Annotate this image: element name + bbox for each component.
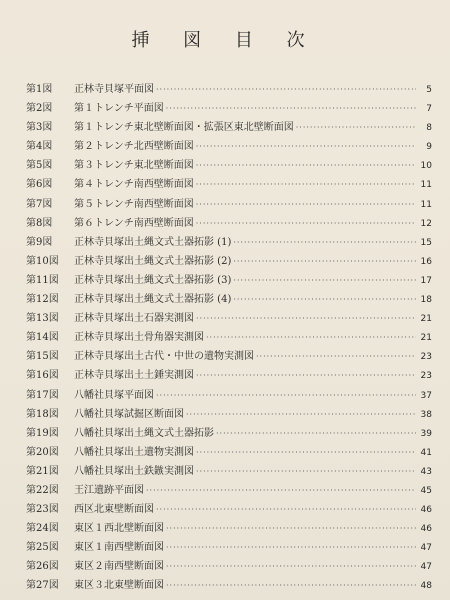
dot-leader — [196, 214, 416, 233]
toc-entry — [26, 99, 432, 118]
page-number: 46 — [420, 524, 432, 535]
toc-entry — [26, 443, 432, 462]
dot-leader — [196, 462, 416, 481]
figure-number: 第15図 — [26, 351, 59, 363]
page-number: 5 — [426, 85, 432, 95]
figure-title: 王江遺跡平面図 — [74, 484, 144, 496]
figure-title: 東区２南西壁断面図 — [74, 561, 164, 573]
figure-number: 第4図 — [26, 141, 53, 153]
dot-leader — [233, 290, 416, 309]
figure-title: 八幡社貝塚出土縄文式土器拓影 — [74, 427, 214, 439]
figure-title: 東区１南西壁断面図 — [74, 542, 164, 554]
figure-title: 正林寺貝塚出土古代・中世の遺物実測図 — [74, 351, 254, 363]
dot-leader — [146, 481, 416, 500]
figure-title: 正林寺貝塚出土縄文式土器拓影 (1) — [74, 236, 232, 248]
toc-entry — [26, 386, 432, 405]
toc-entry — [26, 405, 432, 424]
page-number: 41 — [420, 447, 432, 458]
figure-title: 正林寺貝塚出土縄文式土器拓影 (4) — [74, 294, 232, 306]
page-number: 38 — [420, 409, 432, 420]
figure-title: 第２トレンチ北西壁断面図 — [74, 141, 194, 153]
dot-leader — [216, 424, 416, 443]
page-number: 16 — [420, 256, 432, 267]
page-number: 48 — [420, 581, 432, 592]
figure-title: 正林寺貝塚出土縄文式土器拓影 (2) — [74, 255, 232, 267]
dot-leader — [156, 500, 416, 519]
figure-title: 第１トレンチ東北壁断面図・拡張区東北壁断面図 — [74, 122, 294, 134]
page-number: 11 — [420, 180, 432, 191]
toc-entry — [26, 519, 432, 538]
toc-entry — [26, 290, 432, 309]
figure-title: 八幡社貝塚出土鉄鏃実測図 — [74, 465, 194, 477]
page-number: 43 — [420, 466, 432, 477]
dot-leader — [156, 386, 416, 405]
figure-title: 東区３北東壁断面図 — [74, 580, 164, 592]
toc-entry — [26, 462, 432, 481]
toc-entry — [26, 328, 432, 347]
toc-entry — [26, 252, 432, 271]
figure-number: 第11図 — [26, 274, 59, 286]
page-number: 23 — [420, 371, 432, 382]
toc-entry — [26, 424, 432, 443]
dot-leader — [256, 347, 416, 366]
figure-number: 第18図 — [26, 408, 59, 420]
dot-leader — [196, 309, 416, 328]
toc-entry — [26, 175, 432, 194]
figure-title: 八幡社貝塚出土遺物実測図 — [74, 446, 194, 458]
figure-number: 第7図 — [26, 198, 53, 210]
figure-title: 第３トレンチ東北壁断面図 — [74, 160, 194, 172]
page-number: 12 — [420, 218, 432, 229]
figure-title: 西区北東壁断面図 — [74, 504, 154, 516]
figure-title: 第４トレンチ南西壁断面図 — [74, 179, 194, 191]
page-number: 45 — [420, 485, 432, 496]
page-number: 47 — [420, 562, 432, 573]
toc-entry — [26, 118, 432, 137]
figure-number: 第22図 — [26, 484, 59, 496]
dot-leader — [166, 519, 416, 538]
figure-title: 正林寺貝塚出土骨角器実測図 — [74, 332, 204, 344]
figure-number: 第23図 — [26, 504, 59, 516]
figure-number: 第2図 — [26, 103, 53, 115]
page-number: 46 — [420, 505, 432, 516]
toc-entry — [26, 481, 432, 500]
page-number: 17 — [420, 275, 432, 286]
figure-number: 第3図 — [26, 122, 53, 134]
dot-leader — [196, 195, 416, 214]
dot-leader — [206, 328, 416, 347]
figure-number: 第5図 — [26, 160, 53, 172]
figure-number: 第19図 — [26, 427, 59, 439]
figure-number: 第16図 — [26, 370, 59, 382]
toc-entry — [26, 271, 432, 290]
dot-leader — [196, 175, 416, 194]
page-title: 挿 図 目 次 — [131, 30, 319, 51]
figure-title: 正林寺貝塚平面図 — [74, 84, 154, 95]
page-number: 21 — [420, 314, 432, 325]
dot-leader — [296, 118, 416, 137]
page-number: 15 — [420, 237, 432, 248]
dot-leader — [166, 538, 416, 557]
dot-leader — [166, 576, 416, 595]
page-number: 21 — [420, 333, 432, 344]
figure-number: 第14図 — [26, 332, 59, 344]
page-number: 47 — [420, 543, 432, 554]
page-number: 37 — [420, 390, 432, 401]
figure-title: 東区１西北壁断面図 — [74, 523, 164, 535]
figure-title: 正林寺貝塚出土土錘実測図 — [74, 370, 194, 382]
toc-entry — [26, 538, 432, 557]
dot-leader — [233, 233, 416, 252]
figure-number: 第12図 — [26, 294, 59, 306]
figure-number: 第9図 — [26, 236, 53, 248]
dot-leader — [196, 156, 416, 175]
figure-title: 正林寺貝塚出土縄文式土器拓影 (3) — [74, 274, 232, 286]
figure-number: 第17図 — [26, 389, 59, 401]
toc-entry — [26, 80, 432, 99]
dot-leader — [196, 443, 416, 462]
figure-number: 第8図 — [26, 217, 53, 229]
dot-leader — [196, 137, 416, 156]
dot-leader — [156, 80, 416, 99]
figure-number: 第27図 — [26, 580, 59, 592]
page-number: 11 — [420, 199, 432, 210]
toc-entry — [26, 309, 432, 328]
page-number: 7 — [426, 104, 432, 115]
dot-leader — [233, 252, 416, 271]
figure-title: 第１トレンチ平面図 — [74, 103, 164, 115]
page-number: 8 — [426, 123, 432, 134]
dot-leader — [166, 557, 416, 576]
page-number: 10 — [420, 161, 432, 172]
toc-entry — [26, 214, 432, 233]
dot-leader — [186, 405, 416, 424]
figure-number: 第25図 — [26, 542, 59, 554]
toc-entry — [26, 137, 432, 156]
figure-number: 第24図 — [26, 523, 59, 535]
figure-number: 第21図 — [26, 465, 59, 477]
toc-entry — [26, 500, 432, 519]
page-number: 9 — [426, 142, 432, 153]
toc-entry — [26, 195, 432, 214]
figure-number: 第1図 — [26, 84, 53, 95]
page-number: 39 — [420, 428, 432, 439]
page-number: 18 — [420, 295, 432, 306]
toc-entry — [26, 576, 432, 595]
figure-number: 第13図 — [26, 313, 59, 325]
dot-leader — [196, 366, 416, 385]
figure-title: 八幡社貝塚試掘区断面図 — [74, 408, 184, 420]
figure-list — [26, 80, 432, 596]
figure-title: 第６トレンチ南西壁断面図 — [74, 217, 194, 229]
figure-title: 第５トレンチ南西壁断面図 — [74, 198, 194, 210]
toc-entry — [26, 233, 432, 252]
toc-entry — [26, 156, 432, 175]
figure-number: 第20図 — [26, 446, 59, 458]
figure-number: 第26図 — [26, 561, 59, 573]
figure-title: 正林寺貝塚出土石器実測図 — [74, 313, 194, 325]
dot-leader — [233, 271, 416, 290]
toc-entry — [26, 557, 432, 576]
figure-number: 第10図 — [26, 255, 59, 267]
toc-entry — [26, 366, 432, 385]
figure-number: 第6図 — [26, 179, 53, 191]
toc-entry — [26, 347, 432, 366]
dot-leader — [166, 99, 416, 118]
figure-title: 八幡社貝塚平面図 — [74, 389, 154, 401]
page-number: 23 — [420, 352, 432, 363]
